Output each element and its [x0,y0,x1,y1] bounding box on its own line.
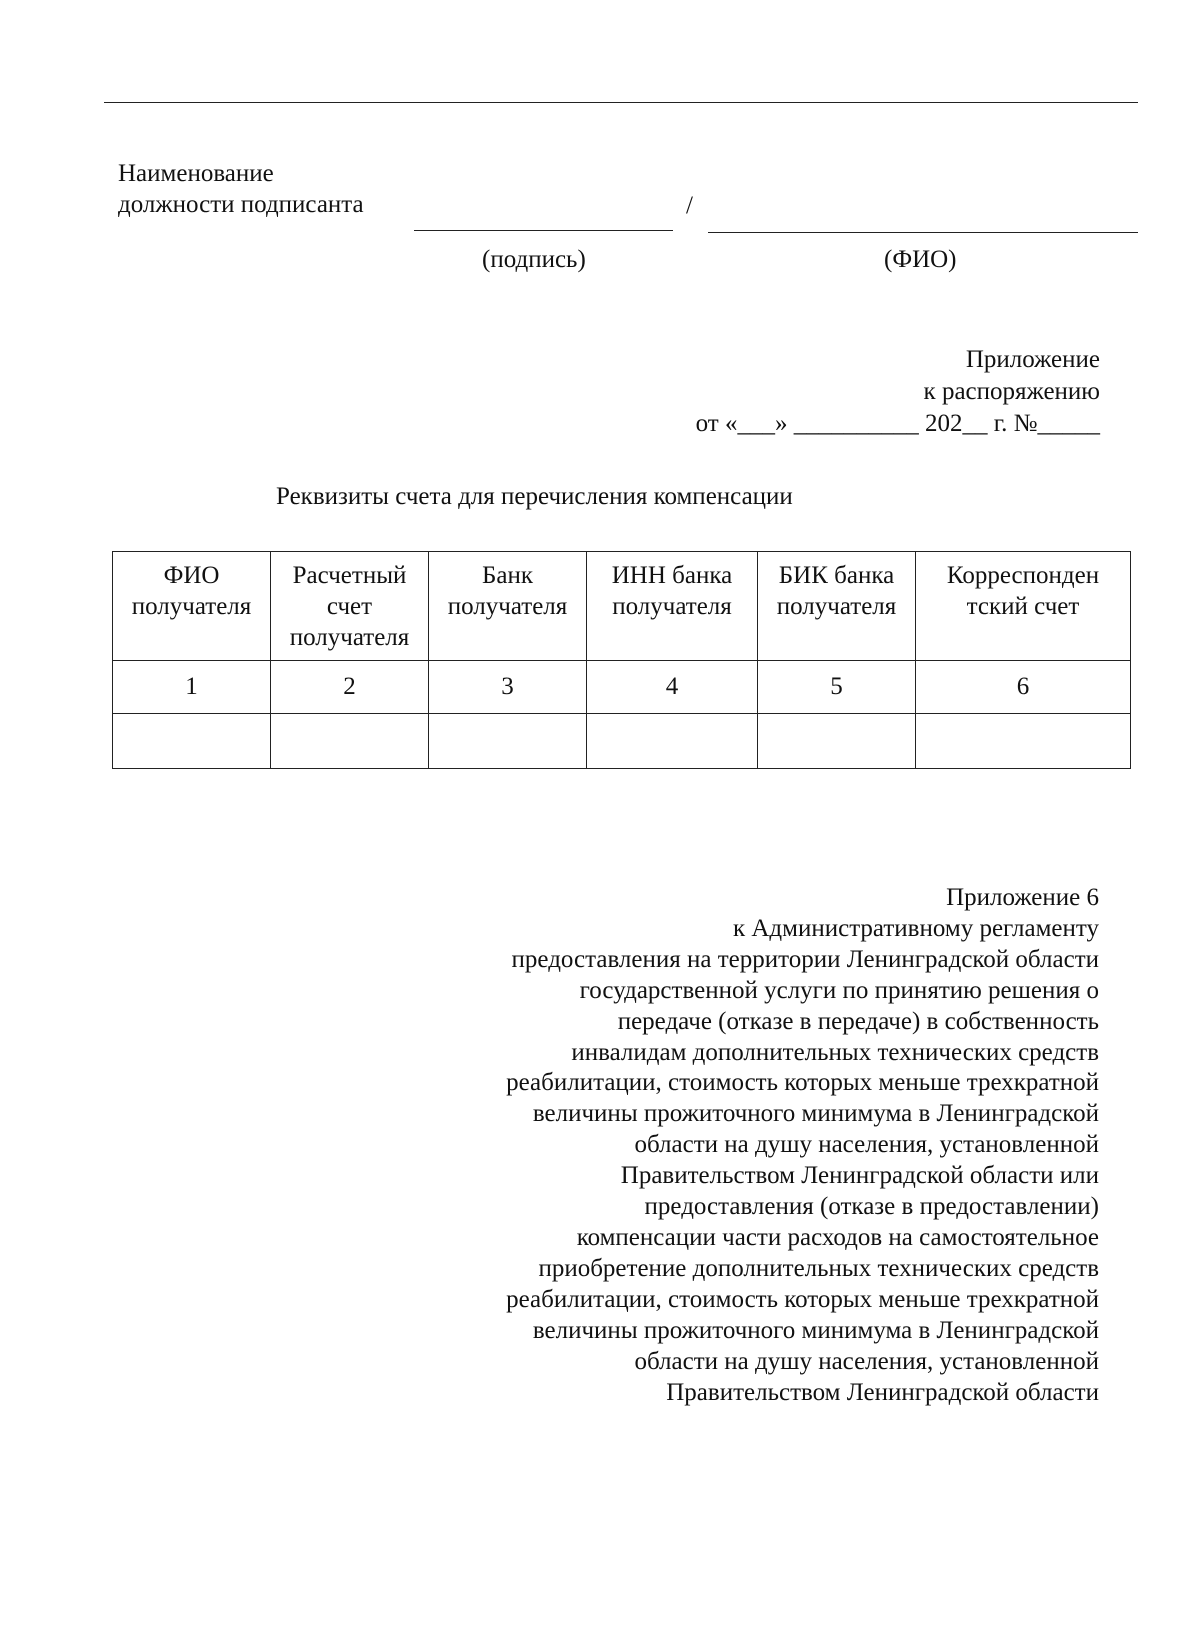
appendix6-header [506,883,1099,1408]
header-cell-corr-account [916,552,1131,661]
header-text: получателя [131,593,252,620]
empty-cell [271,714,429,769]
appendix6-line: компенсации части расходов на самостоятельное [576,1223,1099,1251]
header-text: получателя [447,593,568,620]
signer-label-line2: должности подписанта [118,191,364,218]
appendix6-line: Приложение 6 [946,884,1099,911]
appendix6-line: к Административному регламенту [732,914,1099,942]
full-name-line [708,232,1138,233]
column-number: 2 [271,661,429,714]
appendix6-line: передаче (отказе в передаче) в собственность [617,1007,1099,1035]
appendix6-line: приобретение дополнительных технических средств [538,1254,1099,1282]
signature-line [414,230,673,231]
header-text: получателя [776,593,897,620]
appendix6-line: области на душу населения, установленной [634,1131,1099,1159]
header-text: ФИО [163,562,220,589]
column-number: 3 [429,661,587,714]
header-text: Банк [482,562,533,589]
header-text: БИК банка [778,562,895,589]
header-text: Расчетный [292,562,407,589]
table-header-row [113,552,1131,661]
empty-cell [587,714,758,769]
order-appendix-header [696,344,1100,440]
header-text: получателя [612,593,732,620]
appendix6-line: реабилитации, стоимость которых меньше трехкратной [506,1285,1099,1313]
header-cell-bank-inn [587,552,758,661]
empty-cell [758,714,916,769]
order-appendix-line1: Приложение [965,346,1100,373]
order-appendix-line3: от «___» __________ 202__ г. №_____ [695,410,1100,437]
order-appendix-line2: к распоряжению [923,378,1100,405]
full-name-caption: (ФИО) [884,246,957,273]
requisites-table [112,551,1131,769]
appendix6-line: величины прожиточного минимума в Ленинградской [532,1316,1099,1344]
header-text: получателя [289,624,410,651]
column-number: 6 [916,661,1131,714]
header-cell-account [271,552,429,661]
signature-separator: / [686,192,693,219]
appendix6-line: реабилитации, стоимость которых меньше трехкратной [506,1069,1099,1097]
top-rule [104,102,1138,103]
appendix6-line: предоставления на территории Ленинградской области [511,945,1099,973]
appendix6-line: Правительством Ленинградской области [666,1378,1099,1406]
table-empty-row [113,714,1131,769]
table-number-row [113,661,1131,714]
signer-position-label [118,158,364,220]
appendix6-line: государственной услуги по принятию решения о [579,976,1099,1004]
appendix6-line: Правительством Ленинградской области или [620,1162,1099,1190]
header-text: Корреспонден [946,562,1100,589]
empty-cell [113,714,271,769]
column-number: 5 [758,661,916,714]
header-text: ИНН банка [611,562,733,589]
column-number: 1 [113,661,271,714]
header-cell-bank-bik [758,552,916,661]
column-number: 4 [587,661,758,714]
appendix6-line: предоставления (отказе в предоставлении) [644,1193,1099,1221]
signer-label-line1: Наименование [118,160,274,187]
appendix6-line: инвалидам дополнительных технических средств [571,1038,1099,1066]
appendix6-line: области на душу населения, установленной [634,1347,1099,1375]
table-title: Реквизиты счета для перечисления компенсации [276,483,793,510]
header-cell-recipient-name [113,552,271,661]
appendix6-line: величины прожиточного минимума в Ленинградской [532,1100,1099,1128]
empty-cell [916,714,1131,769]
header-text: счет [326,593,373,620]
header-text: тский счет [966,593,1080,620]
empty-cell [429,714,587,769]
signature-caption: (подпись) [482,246,586,273]
header-cell-bank [429,552,587,661]
